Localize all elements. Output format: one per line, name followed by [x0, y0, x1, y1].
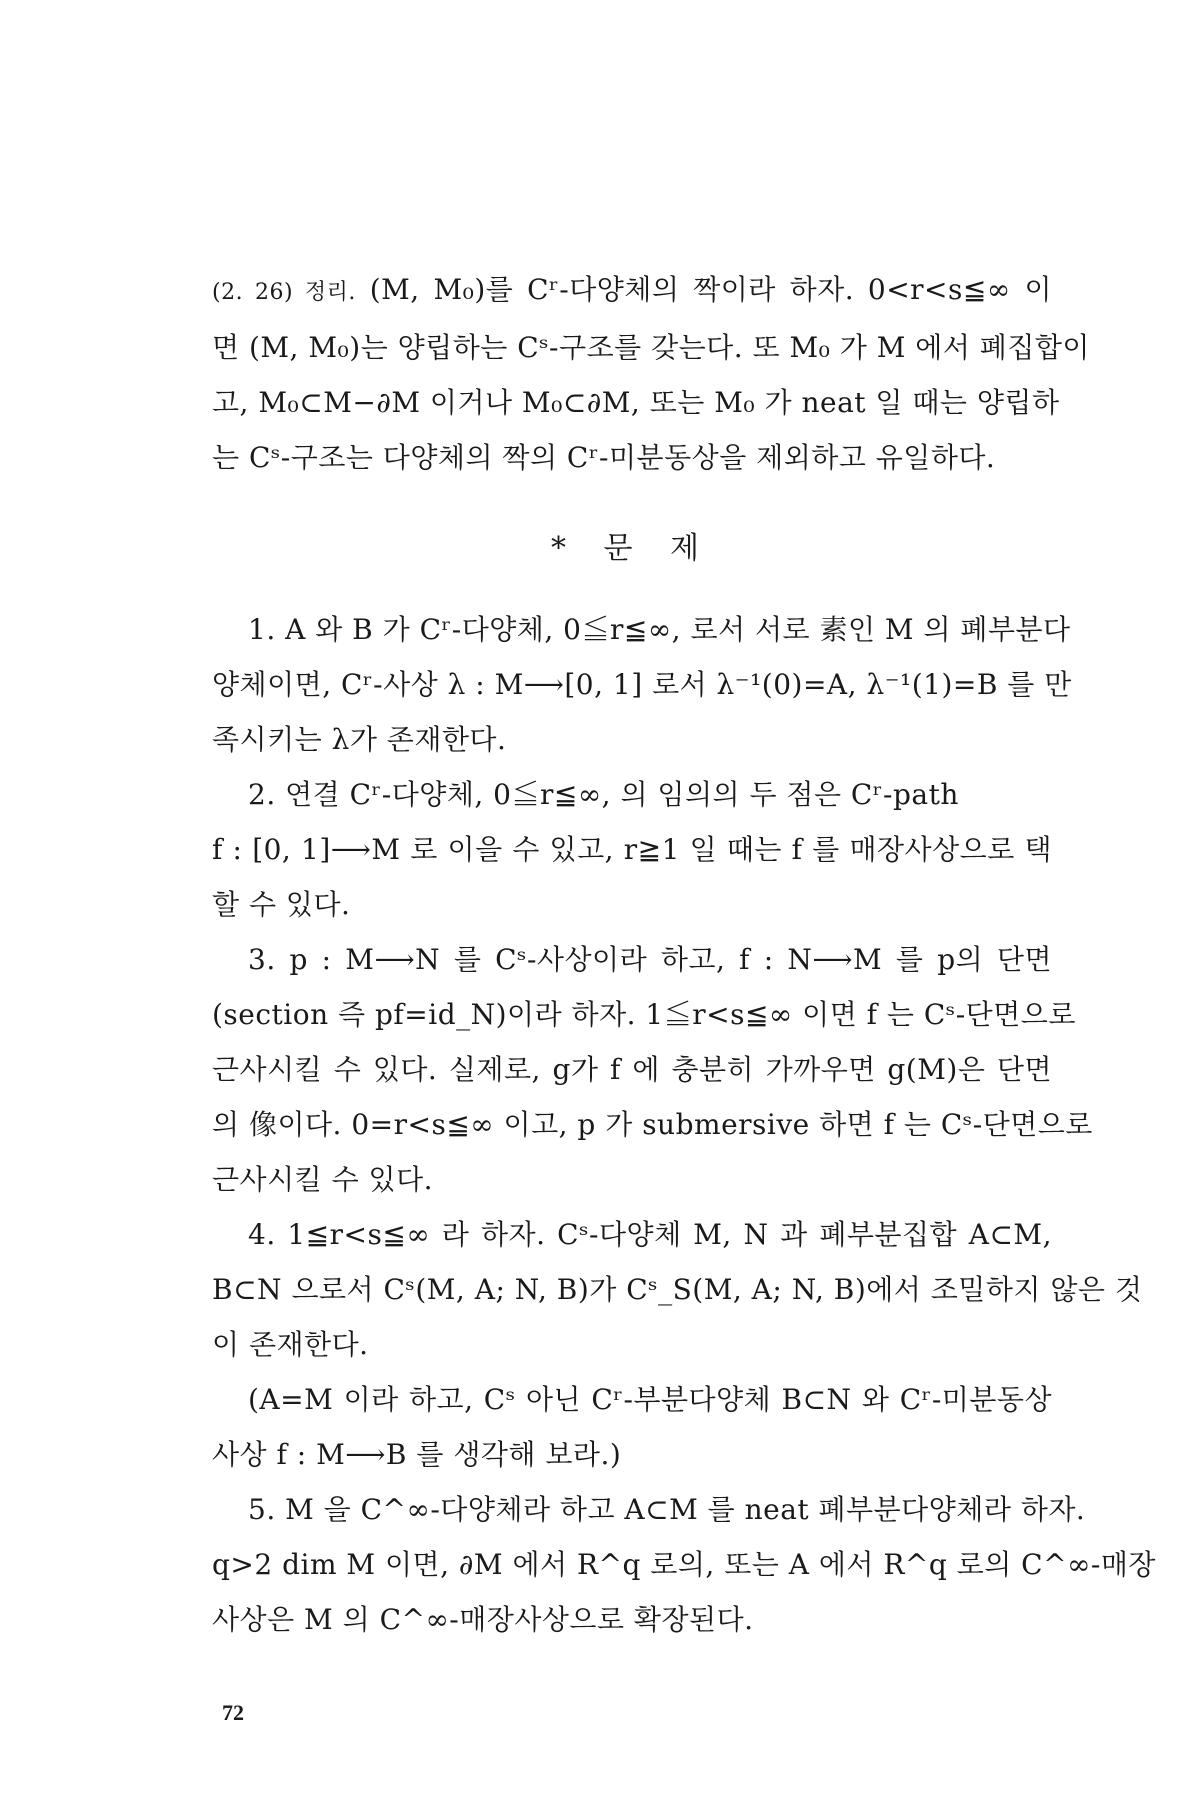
theorem-line-4: 는 Cˢ-구조는 다양체의 짝의 Cʳ-미분동상을 제외하고 유일하다. — [212, 441, 996, 474]
problem-3-line-1: 3. p : M⟶N 를 Cˢ-사상이라 하고, f : N⟶M 를 p의 단면 — [248, 943, 1052, 976]
theorem-text: (M, M₀)를 Cʳ-다양체의 짝이라 하자. 0<r<s≦∞ 이 — [369, 273, 1052, 306]
problem-2-line-1: 2. 연결 Cʳ-다양체, 0≦r≦∞, 의 임의의 두 점은 Cʳ-path — [248, 778, 959, 811]
problem-3-line-2: (section 즉 pf=id_N)이라 하자. 1≦r<s≦∞ 이면 f 는 Cˢ-단면으로 — [212, 998, 1076, 1031]
problem-1-line-1: 1. A 와 B 가 Cʳ-다양체, 0≦r≦∞, 로서 서로 素인 M 의 폐부분다 — [248, 613, 1071, 646]
problem-2-line-3: 할 수 있다. — [212, 888, 351, 921]
section-heading: * 문 제 — [550, 531, 714, 566]
problem-4-line-1: 4. 1≦r<s≦∞ 라 하자. Cˢ-다양체 M, N 과 폐부분집합 A⊂M, — [248, 1218, 1052, 1251]
problem-4-hint-line-2: 사상 f : M⟶B 를 생각해 보라.) — [212, 1438, 622, 1471]
problem-2 — [212, 767, 1052, 932]
page-content — [212, 262, 1156, 1647]
problem-4-line-2: B⊂N 으로서 Cˢ(M, A; N, B)가 Cˢ_S(M, A; N, B)에서 조밀하지 않은 것 — [212, 1273, 1143, 1306]
problem-1-line-2: 양체이면, Cʳ-사상 λ : M⟶[0, 1] 로서 λ⁻¹(0)=A, λ⁻¹(1)=B 를 만 — [212, 668, 1072, 701]
problem-3-line-3: 근사시킬 수 있다. 실제로, g가 f 에 충분히 가까우면 g(M)은 단면 — [212, 1053, 1052, 1086]
problem-5-line-2: q>2 dim M 이면, ∂M 에서 R^q 로의, 또는 A 에서 R^q 로의 C^∞-매장 — [212, 1548, 1156, 1581]
problem-4-line-3: 이 존재한다. — [212, 1328, 369, 1361]
problem-3-line-5: 근사시킬 수 있다. — [212, 1163, 434, 1196]
problem-3-line-4: 의 像이다. 0=r<s≦∞ 이고, p 가 submersive 하면 f 는 Cˢ-단면으로 — [212, 1108, 1093, 1141]
problem-5-line-1: 5. M 을 C^∞-다양체라 하고 A⊂M 를 neat 폐부분다양체라 하자. — [248, 1493, 1086, 1526]
problem-2-line-2: f : [0, 1]⟶M 로 이을 수 있고, r≧1 일 때는 f 를 매장사상으로 택 — [212, 833, 1052, 866]
problem-4 — [212, 1207, 1143, 1482]
problem-1-line-3: 족시키는 λ가 존재한다. — [212, 723, 507, 756]
theorem-label: (2. 26) 정리. — [212, 280, 356, 305]
theorem-line-2: 면 (M, M₀)는 양립하는 Cˢ-구조를 갖는다. 또 M₀ 가 M 에서 폐집합이 — [212, 331, 1090, 364]
problem-5 — [212, 1482, 1156, 1647]
theorem-line-3: 고, M₀⊂M−∂M 이거나 M₀⊂∂M, 또는 M₀ 가 neat 일 때는 양립하 — [212, 386, 1060, 419]
problem-5-line-3: 사상은 M 의 C^∞-매장사상으로 확장된다. — [212, 1603, 754, 1636]
problem-4-hint-line-1: (A=M 이라 하고, Cˢ 아닌 Cʳ-부분다양체 B⊂N 와 Cʳ-미분동상 — [248, 1383, 1052, 1416]
problem-3 — [212, 932, 1093, 1207]
page-number: 72 — [222, 1700, 244, 1725]
theorem-line-1 — [212, 262, 1052, 320]
problem-1 — [212, 602, 1072, 767]
